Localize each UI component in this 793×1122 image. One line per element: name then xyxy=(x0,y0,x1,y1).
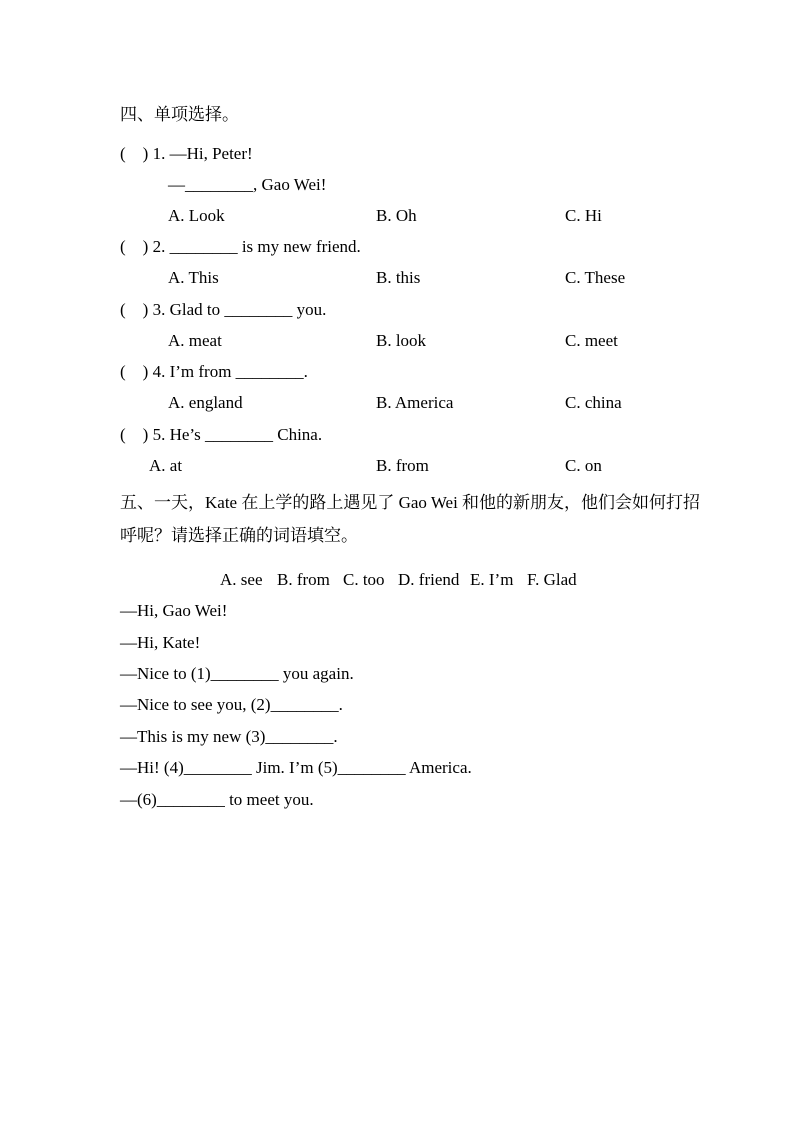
question-2-option-a: A. This xyxy=(168,268,219,287)
section4-title: 四、单项选择。 xyxy=(120,105,239,124)
word-bank-item-b: B. from xyxy=(277,570,330,589)
dialogue-line-1: —Hi, Gao Wei! xyxy=(120,601,228,620)
word-bank-item-c: C. too xyxy=(343,570,385,589)
question-4-option-a: A. england xyxy=(168,393,243,412)
word-bank-item-d: D. friend xyxy=(398,570,460,589)
dialogue-line-5: —This is my new (3)________. xyxy=(120,727,338,746)
dialogue-line-7: —(6)________ to meet you. xyxy=(120,790,314,809)
question-3-option-b: B. look xyxy=(376,331,427,350)
question-3-option-c: C. meet xyxy=(565,331,618,350)
question-1-prompt: ( ) 1. —Hi, Peter! xyxy=(120,144,253,163)
question-4-option-b: B. America xyxy=(376,393,454,412)
dialogue-line-6: —Hi! (4)________ Jim. I’m (5)________ America. xyxy=(120,758,472,777)
dialogue-line-2: —Hi, Kate! xyxy=(120,633,201,652)
question-5-prompt: ( ) 5. He’s ________ China. xyxy=(120,425,323,444)
question-5-option-b: B. from xyxy=(376,456,429,475)
dialogue-line-4: —Nice to see you, (2)________. xyxy=(120,695,343,714)
question-1-option-c: C. Hi xyxy=(565,206,602,225)
question-4-prompt: ( ) 4. I’m from ________. xyxy=(120,362,308,381)
question-3-prompt: ( ) 3. Glad to ________ you. xyxy=(120,300,327,319)
question-1-option-a: A. Look xyxy=(168,206,225,225)
question-1-option-b: B. Oh xyxy=(376,206,417,225)
dialogue-line-3: —Nice to (1)________ you again. xyxy=(120,664,354,683)
section5-instruction-line1: 五、一天，Kate 在上学的路上遇见了 Gao Wei 和他的新朋友，他们会如何打招 xyxy=(120,493,701,512)
word-bank-item-f: F. Glad xyxy=(527,570,577,589)
word-bank-item-e: E. I’m xyxy=(470,570,514,589)
question-2-prompt: ( ) 2. ________ is my new friend. xyxy=(120,237,361,256)
question-1-response-line: —________, Gao Wei! xyxy=(168,175,327,194)
word-bank-item-a: A. see xyxy=(220,570,263,589)
question-3-option-a: A. meat xyxy=(168,331,222,350)
question-5-option-c: C. on xyxy=(565,456,602,475)
question-4-option-c: C. china xyxy=(565,393,622,412)
question-5-option-a: A. at xyxy=(149,456,183,475)
question-2-option-c: C. These xyxy=(565,268,626,287)
section5-instruction-line2: 呼呢？请选择正确的词语填空。 xyxy=(120,526,358,545)
question-2-option-b: B. this xyxy=(376,268,421,287)
